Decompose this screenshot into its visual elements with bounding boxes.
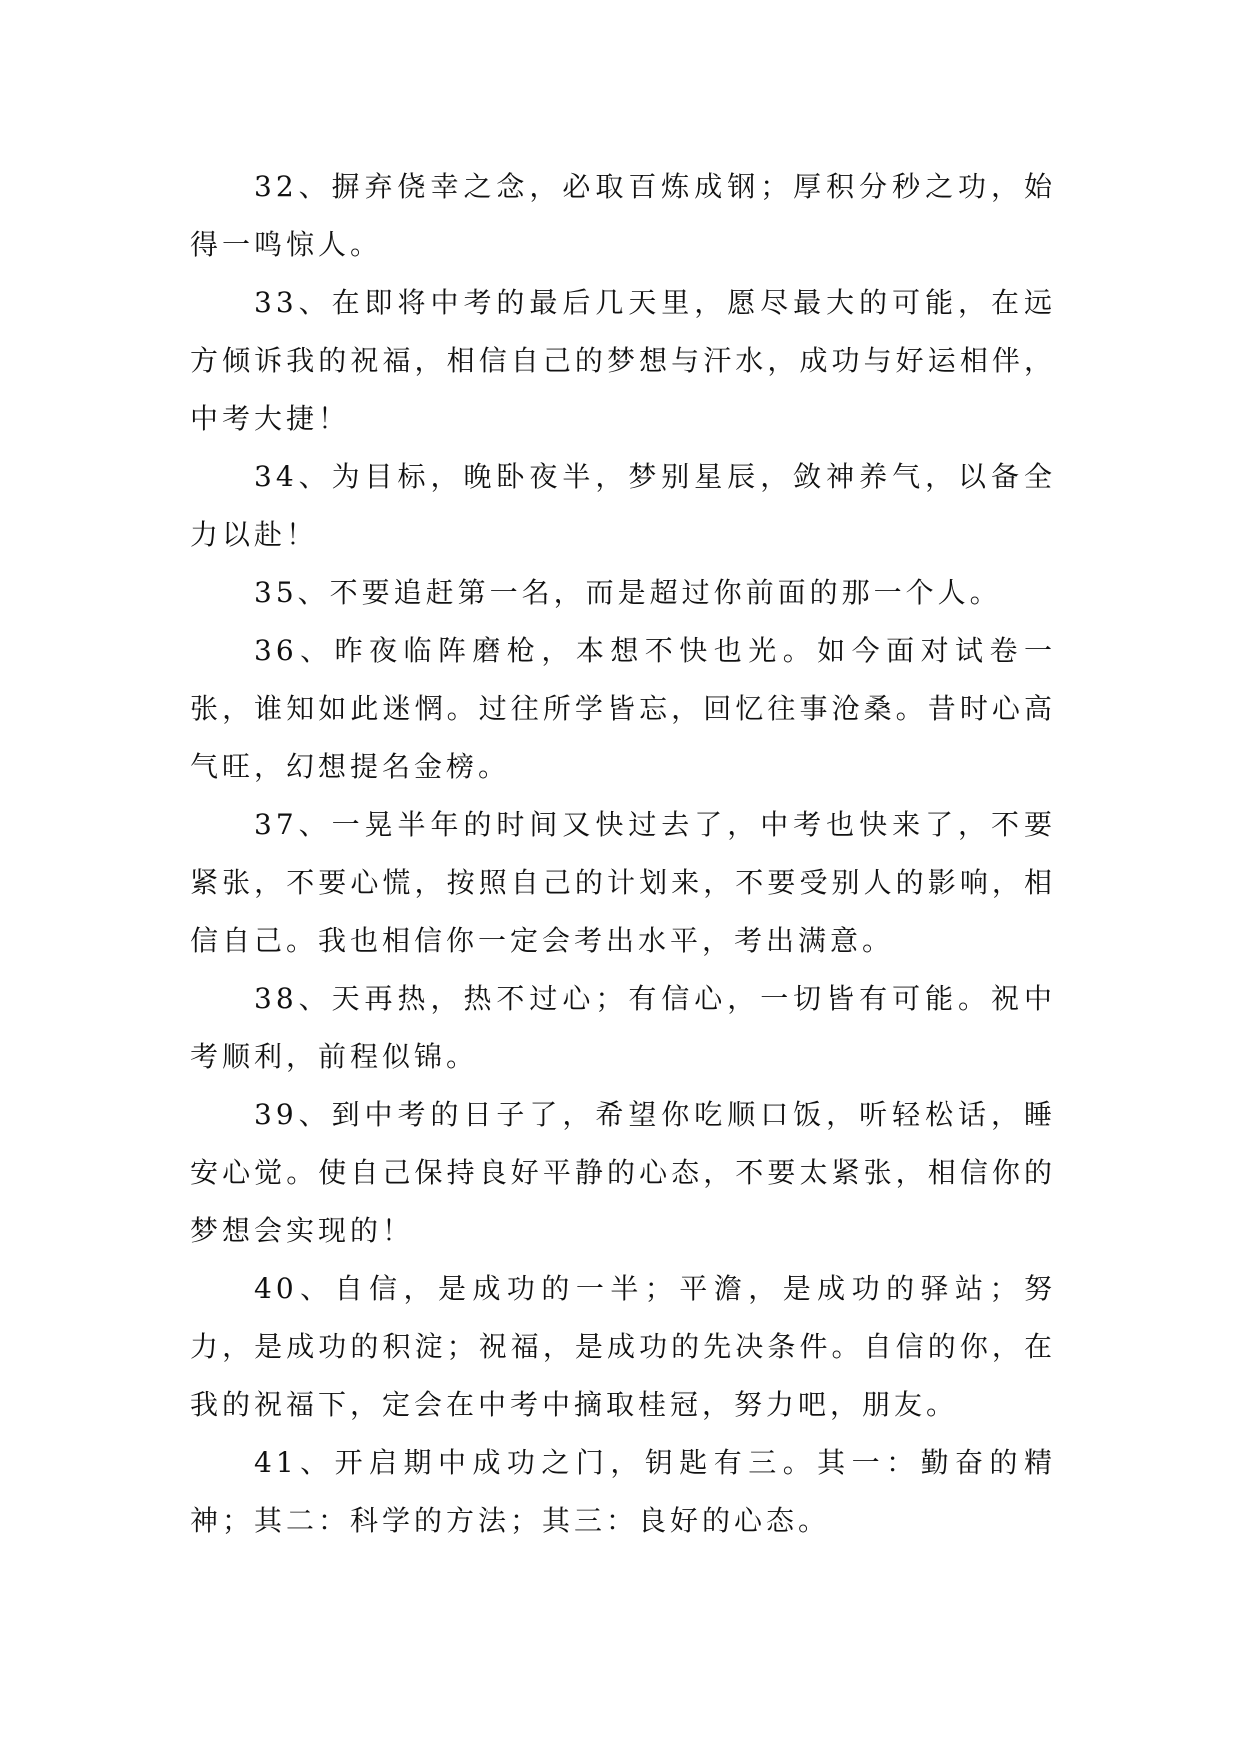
paragraph-40: 40、自信，是成功的一半；平澹，是成功的驿站；努力，是成功的积淀；祝福，是成功的先决条件。自信的你，在我的祝福下，定会在中考中摘取桂冠，努力吧，朋友。 bbox=[190, 1272, 1056, 1421]
paragraph-32: 32、摒弃侥幸之念，必取百炼成钢；厚积分秒之功，始得一鸣惊人。 bbox=[190, 170, 1056, 261]
paragraph-36: 36、昨夜临阵磨枪，本想不快也光。如今面对试卷一张，谁知如此迷惘。过往所学皆忘，回忆往事沧桑。昔时心高气旺，幻想提名金榜。 bbox=[190, 634, 1056, 783]
paragraph-33: 33、在即将中考的最后几天里，愿尽最大的可能，在远方倾诉我的祝福，相信自己的梦想与汗水，成功与好运相伴，中考大捷！ bbox=[190, 286, 1056, 435]
paragraph-35: 35、不要追赶第一名，而是超过你前面的那一个人。 bbox=[254, 576, 1002, 609]
paragraph-38: 38、天再热，热不过心；有信心，一切皆有可能。祝中考顺利，前程似锦。 bbox=[190, 982, 1056, 1073]
paragraph-39: 39、到中考的日子了，希望你吃顺口饭，听轻松话，睡安心觉。使自己保持良好平静的心态，不要太紧张，相信你的梦想会实现的！ bbox=[190, 1098, 1056, 1247]
paragraph-41: 41、开启期中成功之门，钥匙有三。其一：勤奋的精神；其二：科学的方法；其三：良好的心态。 bbox=[190, 1446, 1056, 1537]
paragraph-34: 34、为目标，晚卧夜半，梦别星辰，敛神养气，以备全力以赴！ bbox=[190, 460, 1056, 551]
paragraph-37: 37、一晃半年的时间又快过去了，中考也快来了，不要紧张，不要心慌，按照自己的计划来，不要受别人的影响，相信自己。我也相信你一定会考出水平，考出满意。 bbox=[190, 808, 1056, 957]
document-body bbox=[190, 158, 1056, 1550]
